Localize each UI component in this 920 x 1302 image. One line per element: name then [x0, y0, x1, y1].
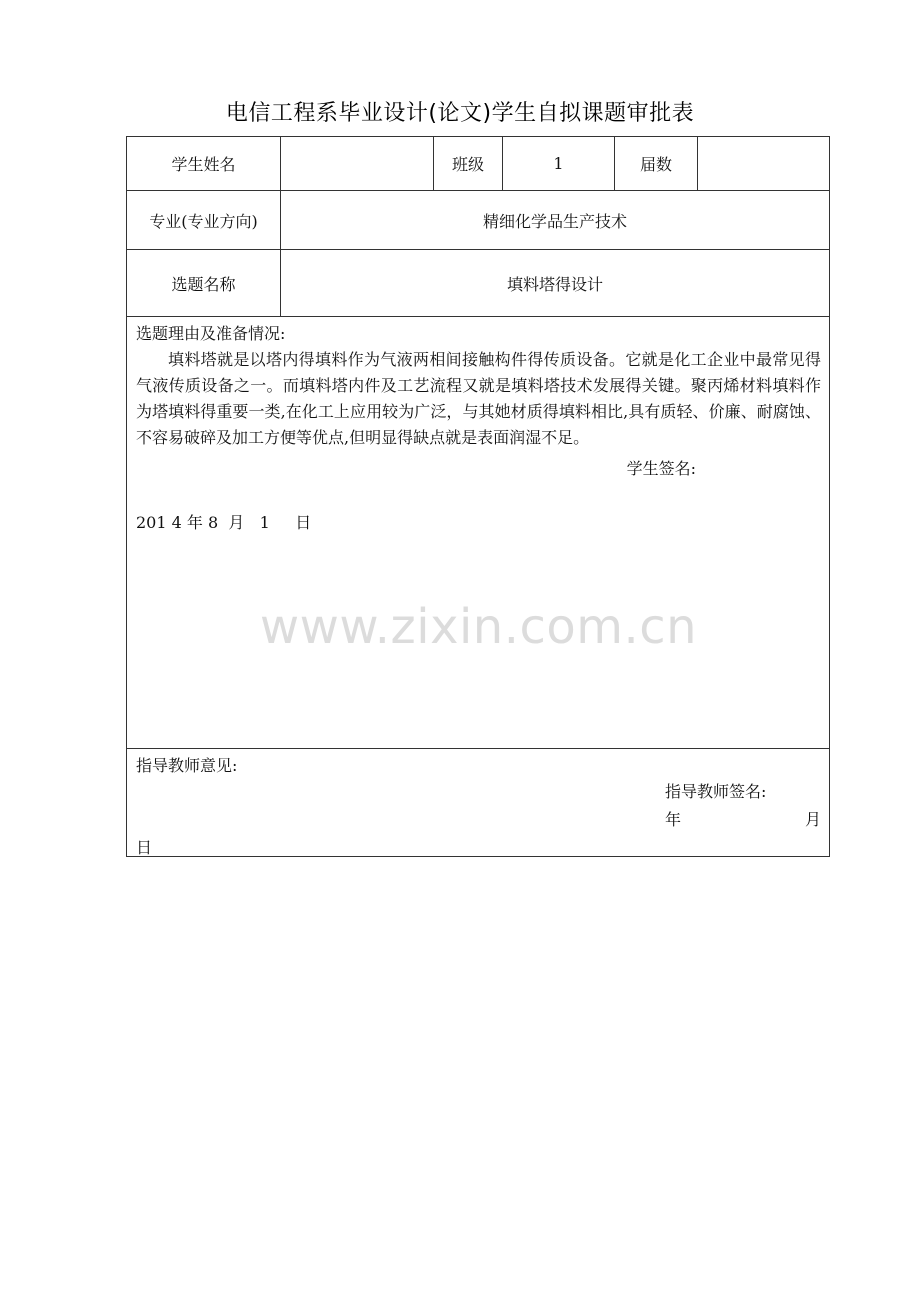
cohort-value[interactable]	[698, 137, 830, 191]
topic-label: 选题名称	[127, 250, 281, 317]
major-label: 专业(专业方向)	[127, 191, 281, 250]
advice-year-label: 年	[665, 810, 682, 829]
topic-value[interactable]: 填料塔得设计	[281, 250, 830, 317]
reason-body: 填料塔就是以塔内得填料作为气液两相间接触构件得传质设备。它就是化工企业中最常见得气液传质设备之一。而填料塔内件及工艺流程又就是填料塔技术发展得关键。聚丙烯材料填料作为塔填料得重要一类,在化工上应用较为广泛，与其她材质得填料相比,具有质轻、价廉、耐腐蚀、不容易破碎及加工方便等优点,但明显得缺点就是表面润湿不足。	[136, 350, 821, 447]
cohort-label: 届数	[615, 137, 698, 191]
row-topic	[127, 250, 830, 317]
advice-day-label: 日	[136, 838, 153, 857]
advice-cell[interactable]	[127, 749, 830, 857]
row-student-info	[127, 137, 830, 191]
advice-month-label: 月	[804, 810, 821, 829]
row-reason	[127, 317, 830, 749]
reason-date: 201 4 年 8 月 1 日	[136, 513, 312, 532]
teacher-sign-label: 指导教师签名:	[665, 782, 767, 801]
watermark: www.zixin.com.cn	[259, 599, 698, 655]
form-title: 电信工程系毕业设计(论文)学生自拟课题审批表	[225, 101, 695, 126]
major-value[interactable]: 精细化学品生产技术	[281, 191, 830, 250]
reason-cell[interactable]	[127, 317, 830, 749]
row-major	[127, 191, 830, 250]
reason-heading: 选题理由及准备情况:	[136, 324, 286, 343]
approval-form-table	[126, 136, 830, 857]
student-name-label: 学生姓名	[127, 137, 281, 191]
row-advice	[127, 749, 830, 857]
student-name-value[interactable]	[281, 137, 434, 191]
class-label: 班级	[434, 137, 503, 191]
student-sign-label: 学生签名:	[626, 459, 696, 478]
class-value[interactable]: 1	[503, 137, 615, 191]
advice-heading: 指导教师意见:	[136, 756, 238, 775]
